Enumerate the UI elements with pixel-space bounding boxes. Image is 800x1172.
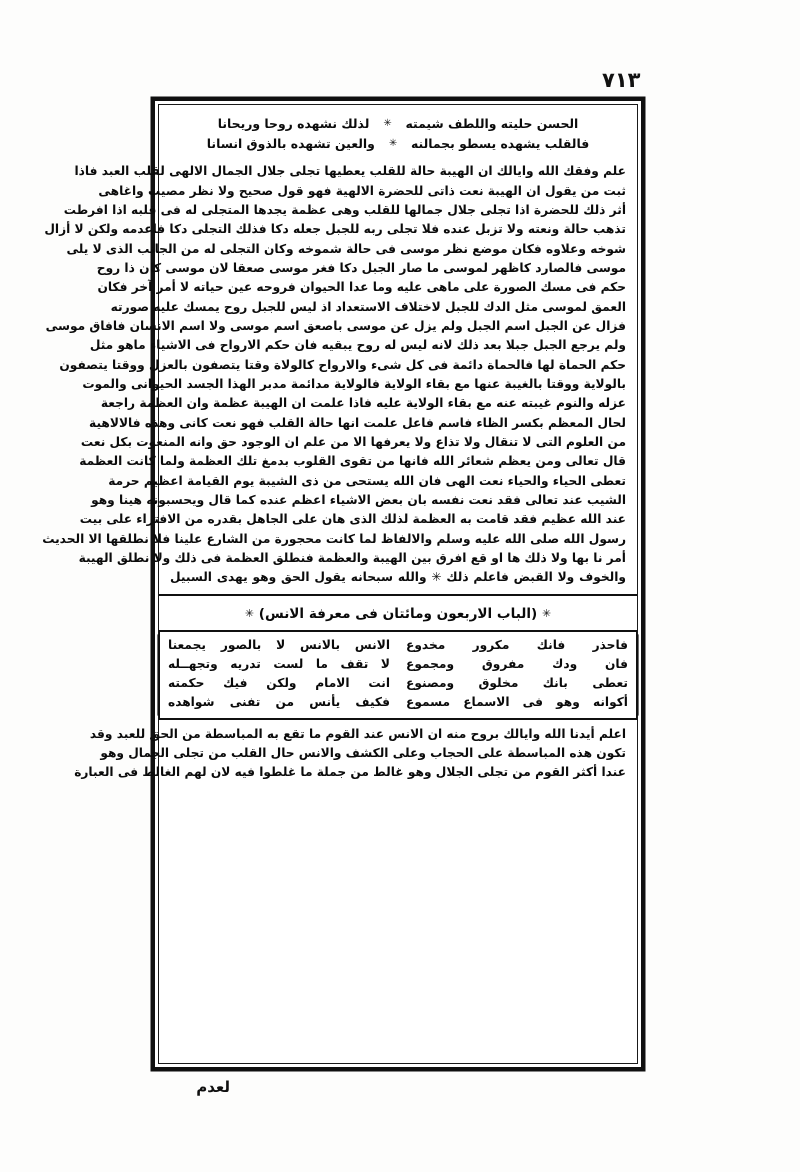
catchword: لعدم (196, 1078, 230, 1096)
prose-line: علم وفقك الله وايالك ان الهيبة حالة للقلب يعطيها تجلى جلال الجمال الالهى لقلب العبد فاذا (74, 164, 626, 179)
prose-line: عزله والنوم غيبته عنه مع بقاء الولاية عليه فاذا علمت ان الهيبة عظمة وان العظمة راجعة (100, 396, 626, 411)
prose-line: عند الله عظيم فقد قامت به العظمة لذلك الذى هان على الجاهل بقدره من الافتراء على بيت (79, 512, 626, 527)
prose-line: والخوف ولا القبض فاعلم ذلك ✳ والله سبحانه يقول الحق وهو يهدى السبيل (170, 570, 626, 585)
prose-line: فزال عن الجبل اسم الجبل ولم يزل عن موسى باصعق اسم موسى ولا اسم الانسان فافاق موسى (45, 319, 626, 333)
main-prose-block (42, 158, 637, 593)
prose-line: عندا أكثر القوم من تجلى الجلال وهو غالط من جملة ما غلطوا فيه لان لهم الغالط فى العبارة (74, 765, 626, 780)
prose-line: من العلوم التى لا تنقال ولا تذاع ولا يعرفها الا من علم ان الوجود حق وانه المنعوت بكل نعت (80, 434, 626, 449)
chapter-heading-band (159, 596, 637, 630)
header-verse-block (159, 105, 637, 158)
hemistich-b: والعين تشهده بالذوق انسانا (206, 136, 375, 152)
prose-line: أمر نا بها ولا ذلك ها او قع افرق بين الهيبة والعظمة فنطلق العظمة فى ذلك ولا نطلق الهيبة (78, 550, 626, 565)
prose-line: ثبت من يقول ان الهيبة نعت ذاتى للحضرة الالهية فهو قول صحيح ولا نظر مصيب واغاهى (98, 183, 626, 198)
verse-table-cell: فكيف يأنس من تفنى شواهده (168, 695, 390, 710)
verse-table-cell: تعطى بانك مخلوق ومصنوع (406, 676, 628, 691)
prose-line: اعلم أيدنا الله وايالك بروح منه ان الانس عند القوم ما تقع به المباسطة من الحق للعبد وقد (89, 726, 626, 741)
verse-table-cell: أكوانه وهو فى الاسماع مسموع (406, 695, 628, 710)
verse-separator-icon: ✳ (383, 118, 392, 129)
prose-line: حكم فى مسك الصورة على ماهى عليه وما عدا الحيوان فروحه عين حياته لا أمر آخر فكان (97, 280, 626, 295)
prose-line: حكم الحماة لها فالحماة دائمة فى كل شىء والارواح كالولاة وقتا يتصفون بالعزل ووقتا يتصفون (59, 357, 626, 372)
prose-line: أثر ذلك للحضرة اذا تجلى جلال جمالها للقلب وهى عظمة يجدها المتجلى له فى قلبه اذا افرطت (63, 203, 626, 218)
chapter-star-left-icon: ✳ (541, 606, 552, 620)
verse-table-cell: لا تقف ما لست تدريه وتجهــله (168, 656, 390, 671)
prose-line: بالولاية ووقتا بالغيبة عنها مع بقاء الولاية فالولاية مدائمة مدبر الهذا الجسد الحيوانى والموت (82, 376, 626, 391)
hemistich-b: لذلك نشهده روحا وريحانا (217, 116, 370, 131)
verse-table-column-right (159, 632, 398, 718)
verse-table-cell: انت الامام ولكن فيك حكمته (168, 676, 390, 691)
closing-prose-block (74, 720, 637, 789)
prose-line: ولم يرجع الجبل جبلا بعد ذلك لانه ليس له روح يبقيه فان حكم الارواح فى الاشياء ماهو مثل (89, 338, 626, 353)
folio-number: ٧١٣ (602, 68, 641, 92)
page-frame-border (42, 98, 644, 1070)
chapter-heading-text: (الباب الاربعون ومائتان فى معرفة الانس) (258, 605, 538, 622)
header-verse-line (175, 114, 621, 134)
chapter-heading (245, 606, 551, 622)
hemistich-a: الحسن حليته واللطف شيمته (405, 116, 579, 131)
header-verse-line (175, 134, 621, 154)
verse-separator-icon: ✳ (388, 138, 397, 150)
prose-line: لحال المعظم بكسر الظاء فاسم فاعل علمت انها حالة القلب فهو نعت كانى وهذه فالالاهية (89, 415, 626, 430)
prose-line: رسول الله صلى الله عليه وسلم والالفاظ لما كانت محجورة من الشارع علينا فلا نطلقها الا الحديث (42, 531, 626, 546)
verse-table-column-left (398, 632, 637, 718)
chapter-star-right-icon: ✳ (244, 606, 255, 620)
prose-line: قال تعالى ومن يعظم شعائر الله فانها من تقوى القلوب بدمغ تلك العظمة ولما كانت العظمة (79, 454, 626, 469)
prose-line: تذهب حالة ونعته ولا تزبل عنده فلا تجلى ربه للجبل جعله دكا فذلك التجلى دكا فاعدمه ولكن لا أزال (44, 222, 626, 237)
prose-line: تكون هذه المباسطة على الحجاب وعلى الكشف والانس حال القلب من تجلى الجمال وهو (100, 745, 626, 760)
prose-line: موسى فالصارد كاظهر لموسى ما صار الجبل دكا فغر موسى صعقا لان موسى كان ذا روح (96, 261, 626, 276)
page-frame-inner (42, 104, 638, 1064)
verse-table (159, 630, 637, 720)
verse-table-cell: فان ودك مفروق ومجموع (406, 656, 628, 671)
verse-table-cell: الانس بالانس لا بالصور يجمعنا (168, 637, 390, 652)
prose-line: شوخه وعلاوه فكان موضع نظر موسى فى حالة شموخه وكان التجلى له من الجانب الذى لا يلى (66, 241, 626, 256)
prose-line: العمق لموسى مثل الدك للجبل لاختلاف الاستعداد اذ ليس للجبل روح يمسك عليه صورته (110, 299, 626, 314)
verse-table-cell: فاحذر فانك مكرور مخدوع (406, 637, 628, 652)
hemistich-a: فالقلب يشهده يسطو بجمالنه (411, 136, 590, 152)
prose-line: الشيب عند تعالى فقد نعت نفسه بان بعض الاشياء اعظم عنده كما قال ويحسبونه هينا وهو (91, 492, 626, 507)
prose-line: تعطى الحياء والحياء نعت الهى فان الله يستحى من ذى الشيبة يوم القيامة اعظيم حرمة (108, 473, 626, 488)
